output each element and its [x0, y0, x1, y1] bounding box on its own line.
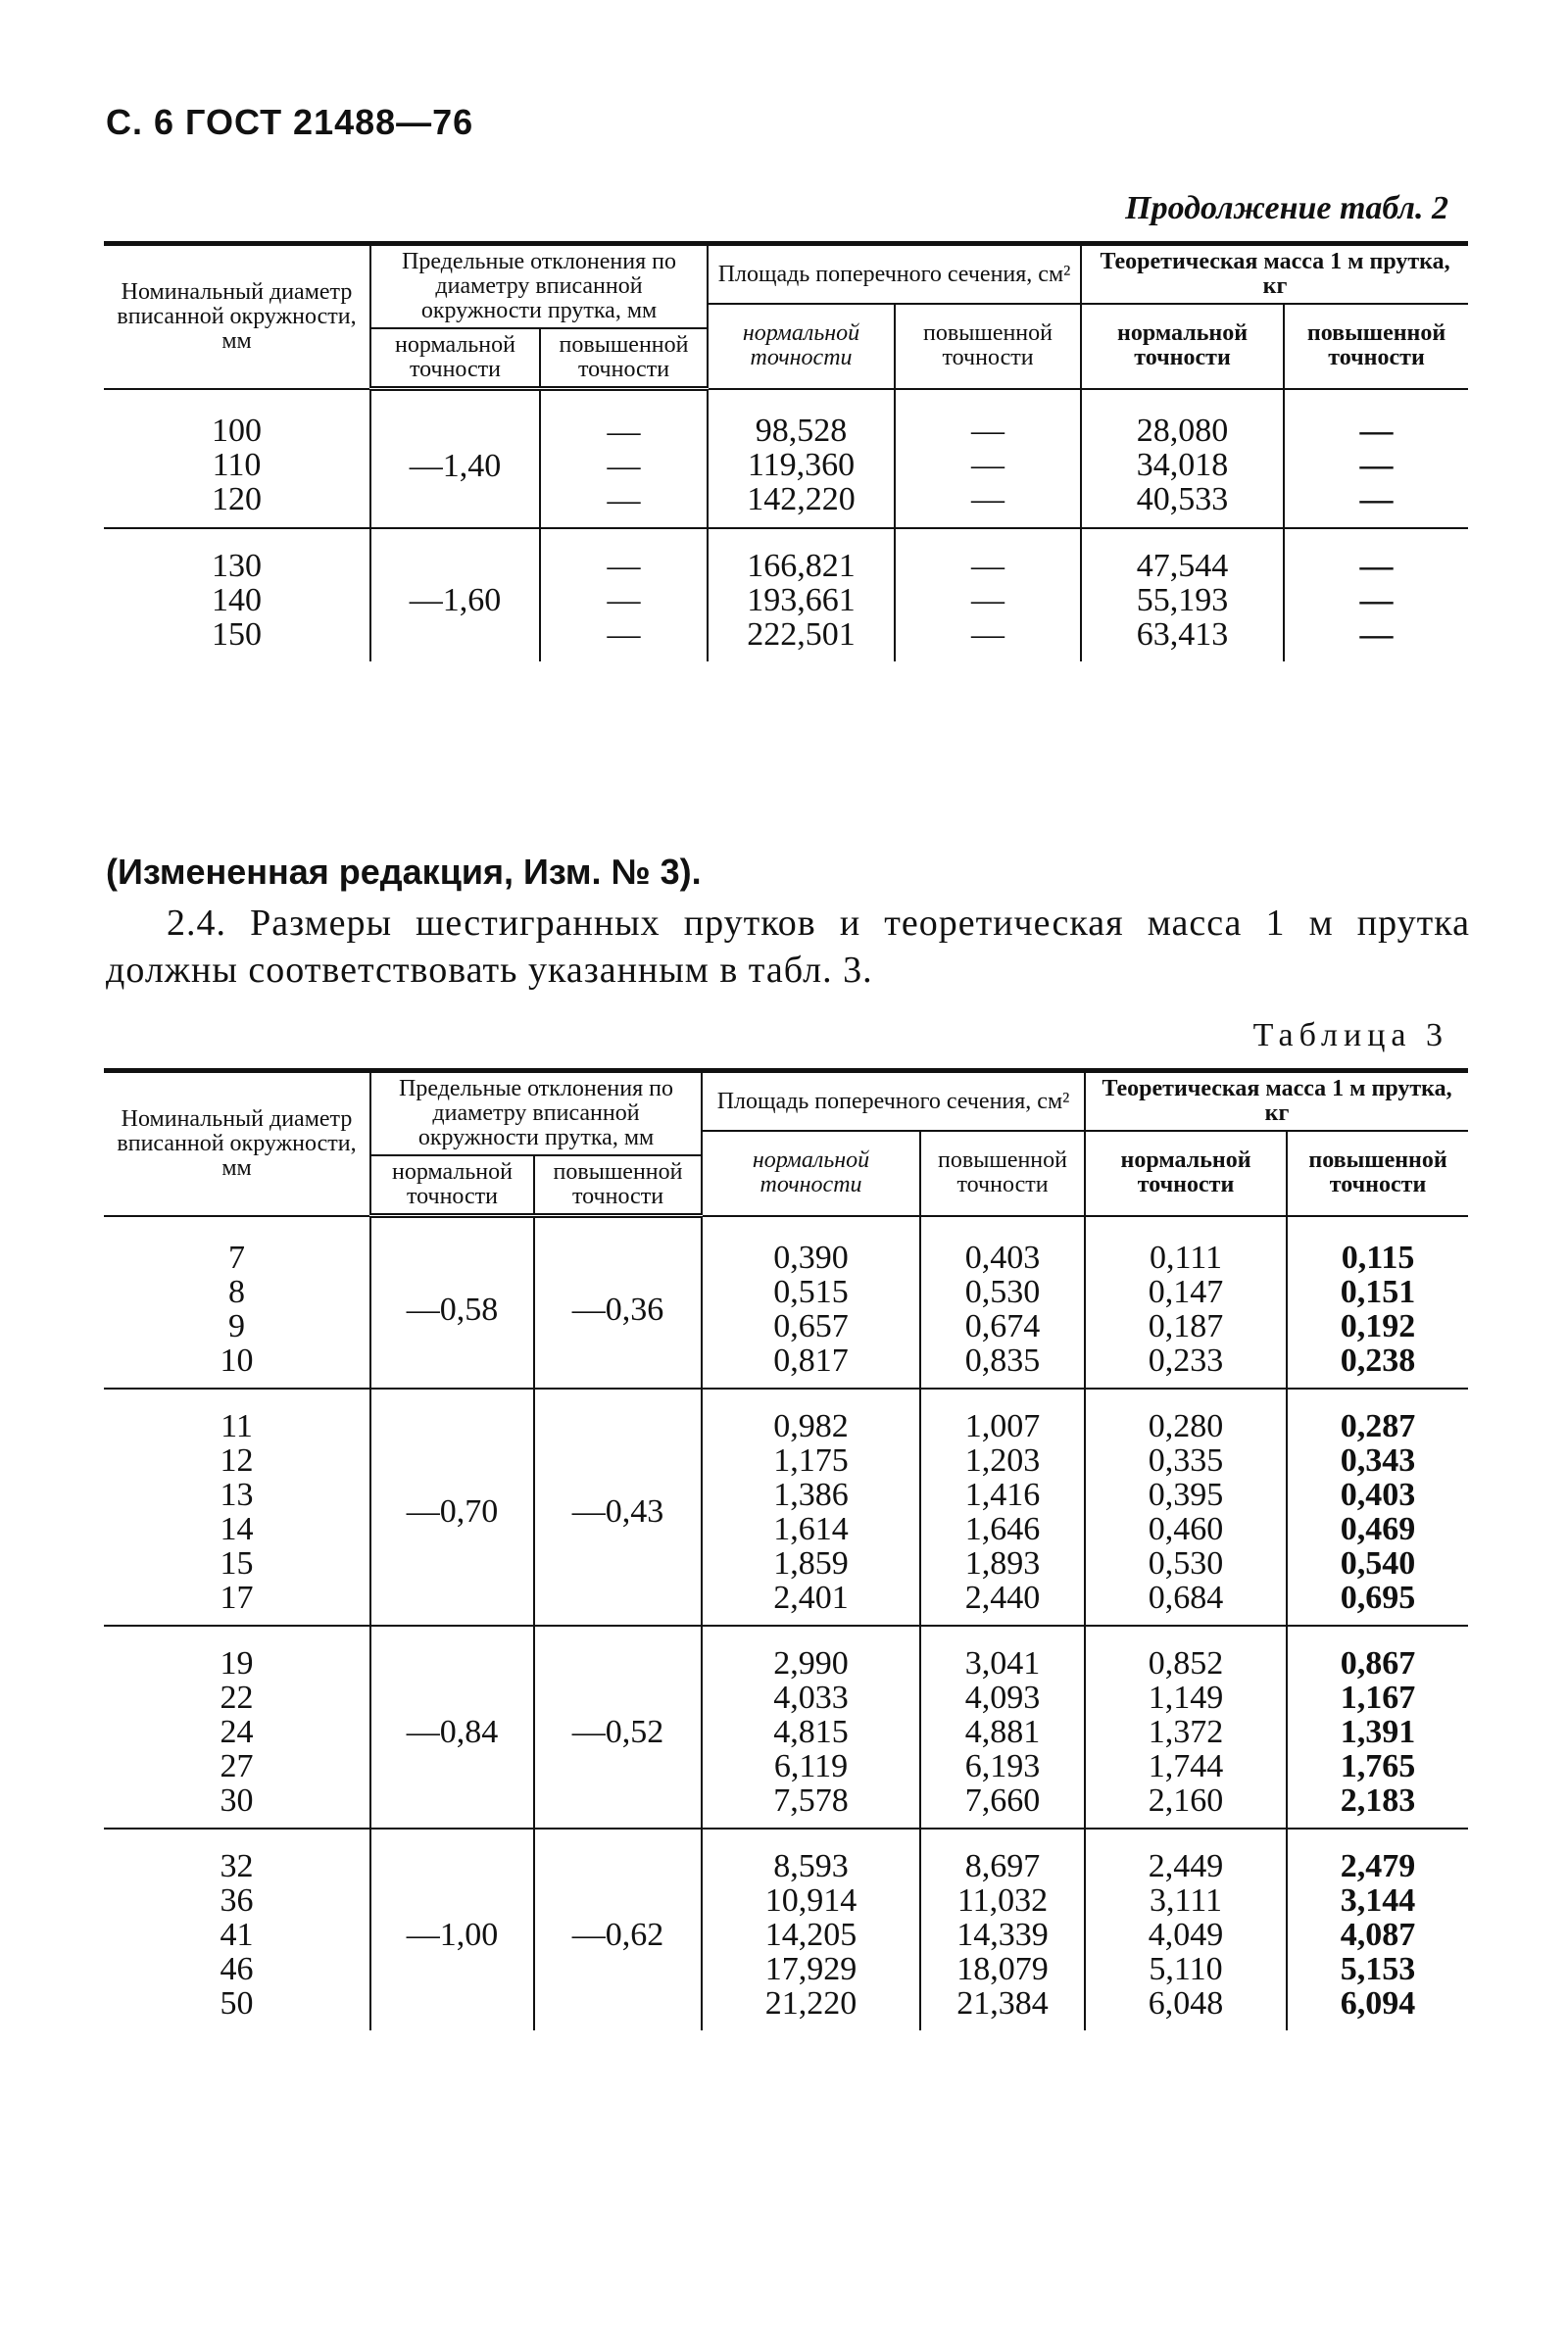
deviation-normal-cell: —1,60	[409, 582, 502, 618]
area-high-cell: 0,403 0,530 0,674 0,835	[964, 1239, 1041, 1379]
diameter-cell: 100 110 120	[212, 413, 262, 518]
table-2	[104, 241, 1468, 661]
diameter-cell: 11 12 13 14 15 17	[220, 1407, 254, 1616]
area-high-cell: — — —	[971, 413, 1005, 518]
area-normal-cell: 2,990 4,033 4,815 6,119 7,578	[773, 1644, 849, 1819]
deviation-normal-cell: —1,40	[409, 448, 502, 484]
area-normal-cell: 166,821 193,661 222,501	[747, 548, 856, 653]
area-high-cell: — — —	[971, 548, 1005, 653]
page-header: С. 6 ГОСТ 21488—76	[106, 102, 474, 142]
col-header-dev-normal: нормальной точности	[370, 1155, 534, 1216]
table-row	[104, 1389, 1468, 1626]
col-header-diameter: Номинальный диаметр вписанной окружности, мм	[104, 1071, 370, 1216]
col-header-area-high: повышенной точности	[895, 304, 1081, 389]
deviation-normal-cell: —0,84	[406, 1713, 499, 1750]
mass-high-cell: 0,867 1,167 1,391 1,765 2,183	[1340, 1644, 1416, 1819]
table-row	[104, 1216, 1468, 1389]
diameter-cell: 32 36 41 46 50	[220, 1847, 254, 2022]
table-row	[104, 1829, 1468, 2030]
area-high-cell: 3,041 4,093 4,881 6,193 7,660	[964, 1644, 1041, 1819]
diameter-cell: 19 22 24 27 30	[220, 1644, 254, 1819]
table-row	[104, 1626, 1468, 1829]
area-normal-cell: 0,982 1,175 1,386 1,614 1,859 2,401	[773, 1407, 849, 1616]
area-normal-cell: 8,593 10,914 14,205 17,929 21,220	[764, 1847, 858, 2022]
mass-high-cell: 2,479 3,144 4,087 5,153 6,094	[1340, 1847, 1416, 2022]
col-header-mass-normal: нормальной точности	[1081, 304, 1284, 389]
area-high-cell: 8,697 11,032 14,339 18,079 21,384	[956, 1847, 1049, 2022]
mass-normal-cell: 0,111 0,147 0,187 0,233	[1148, 1239, 1224, 1379]
col-header-mass: Теоретическая масса 1 м прутка, кг	[1085, 1071, 1468, 1132]
col-header-mass-high: повышенной точности	[1287, 1131, 1468, 1216]
deviation-high-cell: —0,43	[571, 1493, 664, 1530]
table-3	[104, 1068, 1468, 2030]
deviation-high-cell: —0,52	[571, 1713, 664, 1750]
diameter-cell: 7 8 9 10	[220, 1239, 254, 1379]
deviation-normal-cell: —0,58	[406, 1291, 499, 1328]
mass-normal-cell: 47,544 55,193 63,413	[1136, 548, 1229, 653]
col-header-dev-high: повышенной точности	[534, 1155, 702, 1216]
mass-normal-cell: 28,080 34,018 40,533	[1136, 413, 1229, 518]
col-header-area: Площадь поперечного сечения, см²	[702, 1071, 1085, 1132]
col-header-area-normal: нормальной точности	[708, 304, 895, 389]
col-header-diameter: Номинальный диаметр вписанной окружности, мм	[104, 244, 370, 389]
area-high-cell: 1,007 1,203 1,416 1,646 1,893 2,440	[964, 1407, 1041, 1616]
col-header-deviation: Предельные отклонения по диаметру вписанной окружности прутка, мм	[370, 244, 708, 329]
deviation-high-cell: —0,36	[571, 1291, 664, 1328]
table-row	[104, 389, 1468, 529]
col-header-area: Площадь поперечного сечения, см²	[708, 244, 1081, 305]
table3-label: Таблица 3	[1252, 1017, 1448, 1053]
diameter-cell: 130 140 150	[212, 548, 262, 653]
mass-normal-cell: 0,852 1,149 1,372 1,744 2,160	[1148, 1644, 1224, 1819]
deviation-high-cell: —0,62	[571, 1916, 664, 1953]
clause-2-4: 2.4. Размеры шестигранных прутков и теоретическая масса 1 м прутка должны соответствовать указанным в табл. 3.	[106, 903, 1470, 991]
table2-label: Продолжение табл. 2	[1125, 190, 1448, 226]
col-header-dev-normal: нормальной точности	[370, 328, 540, 389]
col-header-area-high: повышенной точности	[920, 1131, 1085, 1216]
deviation-high-cell: — — —	[607, 414, 641, 518]
mass-high-cell: 0,115 0,151 0,192 0,238	[1340, 1239, 1416, 1379]
mass-normal-cell: 2,449 3,111 4,049 5,110 6,048	[1148, 1847, 1224, 2022]
mass-high-cell: — — —	[1359, 413, 1394, 518]
mass-high-cell: 0,287 0,343 0,403 0,469 0,540 0,695	[1340, 1407, 1416, 1616]
deviation-normal-cell: —0,70	[406, 1493, 499, 1530]
mass-high-cell: — — —	[1359, 548, 1394, 653]
deviation-normal-cell: —1,00	[406, 1916, 499, 1953]
col-header-mass-high: повышенной точности	[1284, 304, 1468, 389]
deviation-high-cell: — — —	[607, 548, 641, 653]
table-row	[104, 528, 1468, 661]
area-normal-cell: 0,390 0,515 0,657 0,817	[773, 1239, 849, 1379]
col-header-area-normal: нормальной точности	[702, 1131, 920, 1216]
amendment-note: (Измененная редакция, Изм. № 3).	[106, 852, 702, 892]
mass-normal-cell: 0,280 0,335 0,395 0,460 0,530 0,684	[1148, 1407, 1224, 1616]
col-header-mass-normal: нормальной точности	[1085, 1131, 1287, 1216]
col-header-mass: Теоретическая масса 1 м прутка, кг	[1081, 244, 1468, 305]
area-normal-cell: 98,528 119,360 142,220	[747, 413, 856, 518]
col-header-deviation: Предельные отклонения по диаметру вписанной окружности прутка, мм	[370, 1071, 702, 1156]
col-header-dev-high: повышенной точности	[540, 328, 708, 389]
